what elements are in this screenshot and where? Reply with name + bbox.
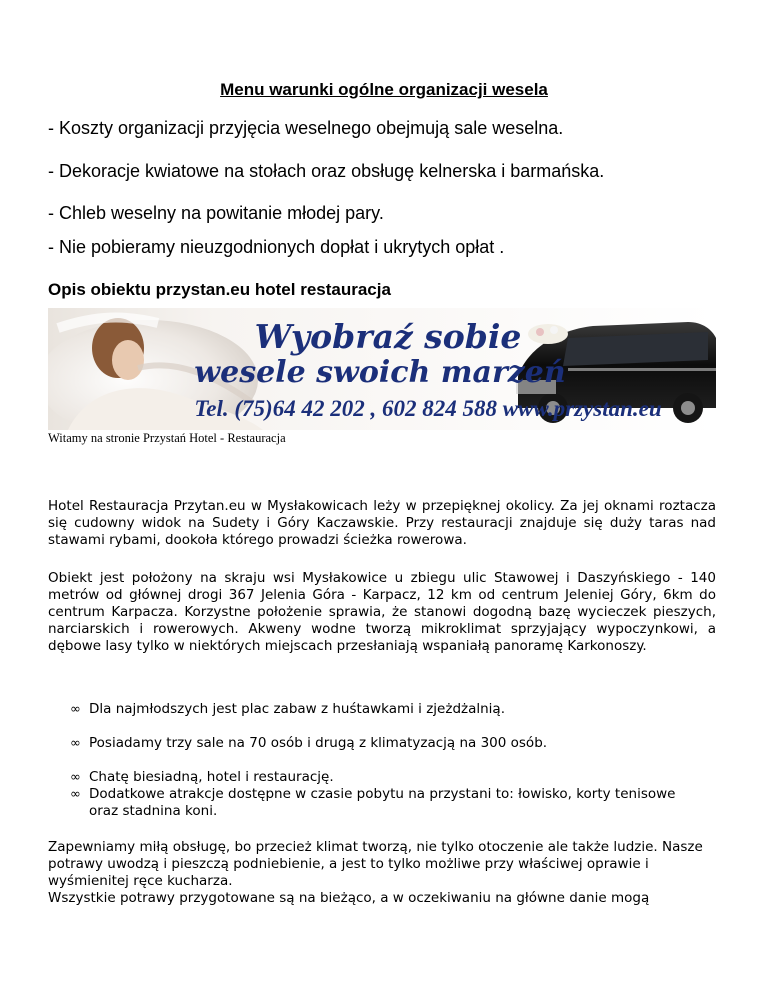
banner-contact: Tel. (75)64 42 202 , 602 824 588 www.przystan.eu	[194, 396, 662, 421]
bullet-icon: ∞	[70, 787, 81, 802]
banner-caption: Witamy na stronie Przystań Hotel - Restauracja	[48, 431, 286, 445]
list-item-text: Dodatkowe atrakcje dostępne w czasie pobytu na przystani to: łowisko, korty tenisowe oraz stadnina koni.	[89, 786, 676, 819]
banner-slogan-line2: wesele swoich marzeń	[194, 355, 566, 390]
description-paragraph: Hotel Restauracja Przytan.eu w Mysłakowicach leży w przepięknej okolicy. Za jej oknami roztacza się cudowny widok na Sudety i Góry Kaczawskie. Przy restauracji znajduje się duży taras nad stawami rybami, dookoła którego prowadzi ścieżka rowerowa.	[48, 498, 716, 548]
section-heading: Opis obiektu przystan.eu hotel restauracja	[48, 280, 391, 299]
condition-item: - Koszty organizacji przyjęcia weselnego obejmują sale weselna.	[48, 118, 564, 138]
document-title: Menu warunki ogólne organizacji wesela	[220, 80, 548, 99]
bullet-icon: ∞	[70, 770, 81, 785]
condition-item: - Chleb weselny na powitanie młodej pary.	[48, 203, 384, 223]
condition-item: - Nie pobieramy nieuzgodnionych dopłat i ukrytych opłat .	[48, 237, 505, 257]
wedding-banner	[48, 308, 716, 430]
list-item-text: Dla najmłodszych jest plac zabaw z huśtawkami i zjeżdżalnią.	[89, 701, 505, 717]
closing-paragraph: Zapewniamy miłą obsługę, bo przecież klimat tworzą, nie tylko otoczenie ale także ludzie. Nasze potrawy uwodzą i pieszczą podniebienie, a jest to tylko możliwe przy właściwej oprawie i wyśmienitej ręce kucharza.	[48, 839, 703, 889]
closing-paragraph-continued: Wszystkie potrawy przygotowane są na bieżąco, a w oczekiwaniu na główne danie mogą	[48, 890, 650, 906]
bullet-icon: ∞	[70, 702, 81, 717]
list-item-text: Chatę biesiadną, hotel i restaurację.	[89, 769, 334, 785]
condition-item: - Dekoracje kwiatowe na stołach oraz obsługę kelnerska i barmańska.	[48, 161, 605, 181]
list-item	[48, 786, 688, 820]
description-paragraph: Obiekt jest położony na skraju wsi Mysłakowice u zbiegu ulic Stawowej i Daszyńskiego - 140 metrów od głównej drogi 367 Jelenia Góra - Karpacz, 12 km od centrum Jeleniej Góry, 6km do centrum Karpacza. Korzystne położenie sprawia, że stanowi dogodną bazę wycieczek pieszych, narciarskich i rowerowych. Akweny wodne tworzą mikroklimat sprzyjający wypoczynkowi, a dębowe lasy tylko w niektórych miejscach przesłaniają wspaniałą panoramę Karkonoszy.	[48, 570, 716, 654]
list-item-text: Posiadamy trzy sale na 70 osób i drugą z klimatyzacją na 300 osób.	[89, 735, 548, 751]
banner-graphic	[48, 308, 716, 430]
list-item	[48, 701, 688, 718]
banner-slogan-line1: Wyobraź sobie	[254, 317, 522, 356]
list-item	[48, 769, 688, 786]
list-item	[48, 735, 688, 752]
bullet-icon: ∞	[70, 736, 81, 751]
